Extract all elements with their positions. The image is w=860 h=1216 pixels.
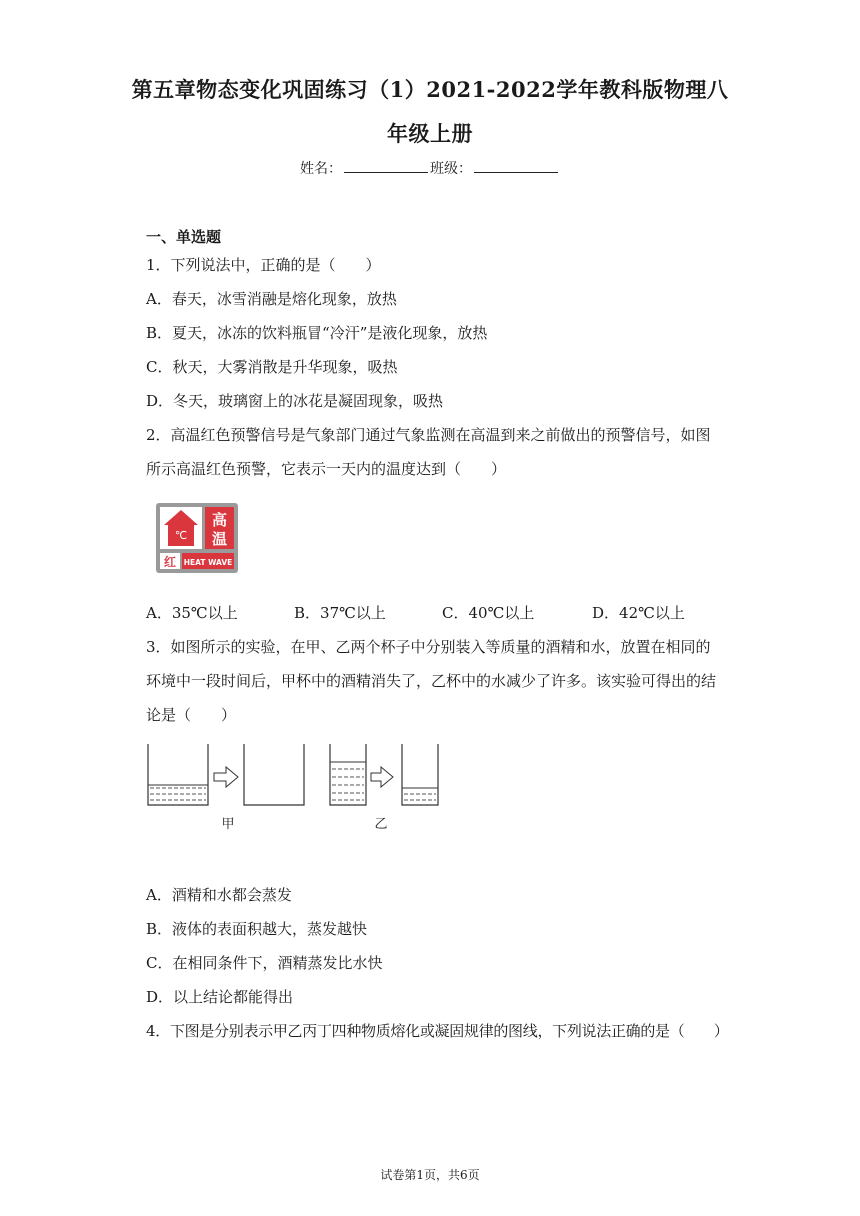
q4-stem: 4．下图是分别表示甲乙丙丁四种物质熔化或凝固规律的图线，下列说法正确的是（ ） xyxy=(146,1022,729,1040)
cup-yi-after-liquid xyxy=(404,794,436,800)
cup-yi-liquid xyxy=(332,769,364,800)
q1-option-c: C．秋天，大雾消散是升华现象，吸热 xyxy=(146,358,398,376)
q2-option-d: D．42℃以上 xyxy=(592,604,685,622)
cup-yi-after xyxy=(402,744,438,805)
q2-option-a: A．35℃以上 xyxy=(146,604,238,622)
q1-option-a: A．春天，冰雪消融是熔化现象，放热 xyxy=(146,290,397,308)
doc-title-line1: 第五章物态变化巩固练习（1）2021-2022学年教科版物理八 xyxy=(131,77,729,102)
q3-stem-line2: 环境中一段时间后，甲杯中的酒精消失了，乙杯中的水减少了许多。该实验可得出的结 xyxy=(146,672,717,690)
label-yi: 乙 xyxy=(374,817,388,832)
page-footer: 试卷第1页，共6页 xyxy=(380,1168,480,1182)
section-title: 一、单选题 xyxy=(146,228,222,246)
name-blank[interactable] xyxy=(344,160,428,173)
q2-option-b: B．37℃以上 xyxy=(294,604,386,622)
class-label: 班级： xyxy=(430,161,472,177)
cup-jia-liquid xyxy=(150,788,206,800)
sign-color-label: 红 xyxy=(163,555,177,569)
name-label: 姓名： xyxy=(300,161,342,177)
q1-option-b: B．夏天，冰冻的饮料瓶冒“冷汗”是液化现象，放热 xyxy=(146,324,488,342)
arrow-right-icon xyxy=(214,767,238,787)
q3-option-c: C．在相同条件下，酒精蒸发比水快 xyxy=(146,954,383,972)
arrow-right-icon xyxy=(371,767,393,787)
q3-stem-line3: 论是（ ） xyxy=(146,706,237,724)
name-class-line xyxy=(0,158,860,178)
q2-stem-line2: 所示高温红色预警，它表示一天内的温度达到（ ） xyxy=(146,460,507,478)
q3-option-d: D．以上结论都能得出 xyxy=(146,988,294,1006)
q1-stem: 1．下列说法中，正确的是（ ） xyxy=(146,256,381,274)
q3-option-b: B．液体的表面积越大，蒸发越快 xyxy=(146,920,368,938)
q2-stem-line1: 2．高温红色预警信号是气象部门通过气象监测在高温到来之前做出的预警信号，如图 xyxy=(146,426,711,444)
label-jia: 甲 xyxy=(221,817,235,832)
heat-wave-warning-sign xyxy=(156,503,238,573)
q2-options xyxy=(146,602,706,624)
sign-char-gao: 高 xyxy=(211,511,228,529)
q2-option-c: C．40℃以上 xyxy=(442,604,535,622)
cup-jia-before xyxy=(148,744,208,805)
q3-stem-line1: 3．如图所示的实验，在甲、乙两个杯子中分别装入等质量的酒精和水，放置在相同的 xyxy=(146,638,711,656)
sign-unit: ℃ xyxy=(174,529,188,542)
doc-title-line2: 年级上册 xyxy=(387,121,473,146)
sign-char-wen: 温 xyxy=(211,530,228,548)
q3-option-a: A．酒精和水都会蒸发 xyxy=(146,886,292,904)
evaporation-experiment-figure xyxy=(144,742,444,834)
sign-english-label: HEAT WAVE xyxy=(183,558,233,567)
cup-yi-before xyxy=(330,744,366,805)
class-blank[interactable] xyxy=(474,160,558,173)
cup-jia-after xyxy=(244,744,304,805)
q1-option-d: D．冬天，玻璃窗上的冰花是凝固现象，吸热 xyxy=(146,392,444,410)
